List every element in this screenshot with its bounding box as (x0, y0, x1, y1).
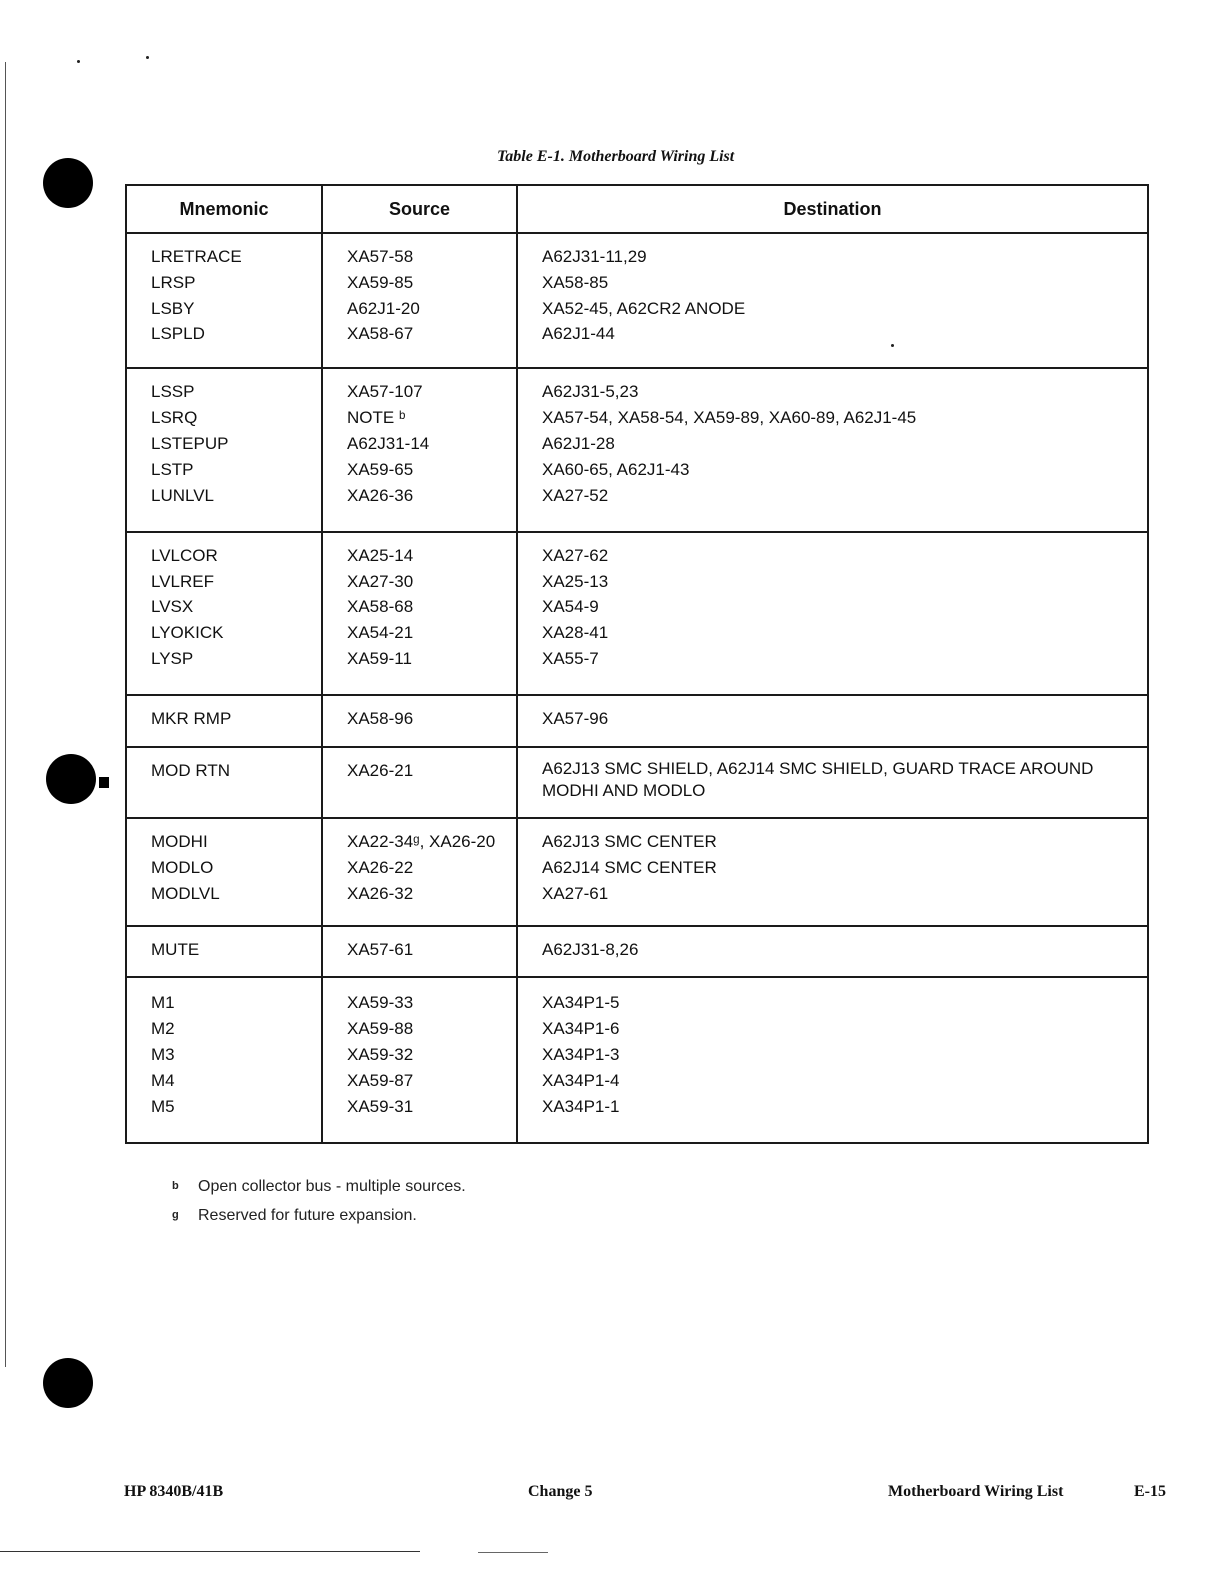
destination: A62J31-5,23 (542, 382, 639, 402)
destination: XA57-96 (542, 709, 609, 729)
source: XA58-67 (347, 324, 414, 344)
bottom-rule (478, 1552, 548, 1553)
source: XA59-85 (347, 272, 414, 292)
mnemonic-cell (126, 747, 322, 818)
binder-hole-top (43, 158, 93, 208)
source: A62J1-20 (347, 298, 420, 318)
destination: XA60-65, A62J1-43 (542, 459, 690, 479)
footnote-item (172, 1172, 466, 1201)
destination-cell (517, 977, 1148, 1143)
destination-cell (517, 532, 1148, 695)
mnemonic: LYOKICK (151, 623, 224, 643)
table-row-group (126, 695, 1148, 747)
destination: A62J1-44 (542, 324, 615, 344)
mnemonic: LSSP (151, 382, 195, 402)
source: XA25-14 (347, 545, 414, 565)
mnemonic-cell (126, 695, 322, 747)
destination: XA34P1-1 (542, 1096, 620, 1116)
change-bar-marker (99, 777, 109, 788)
source: NOTE ᵇ (347, 408, 406, 428)
footnote-item (172, 1201, 466, 1230)
source: XA59-32 (347, 1045, 414, 1065)
table-caption: Table E-1. Motherboard Wiring List (497, 148, 735, 165)
destination-cell (517, 926, 1148, 978)
destination: XA27-52 (542, 485, 609, 505)
source: XA59-65 (347, 459, 414, 479)
mnemonic-cell (126, 926, 322, 978)
destination: A62J13 SMC SHIELD, A62J14 SMC SHIELD, GUARD TRACE AROUND MODHI AND MODLO (542, 758, 1094, 800)
table-row-group (126, 747, 1148, 818)
source: A62J31-14 (347, 434, 430, 454)
mnemonic: MODLO (151, 858, 214, 878)
source-cell (322, 818, 517, 926)
destination-cell (517, 368, 1148, 531)
source: XA27-30 (347, 571, 414, 591)
footnote-text: Open collector bus - multiple sources. (198, 1178, 466, 1195)
table-row-group (126, 926, 1148, 978)
destination: XA25-13 (542, 571, 609, 591)
source-cell (322, 532, 517, 695)
mnemonic: M4 (151, 1070, 175, 1090)
destination: A62J13 SMC CENTER (542, 832, 717, 852)
destination: XA34P1-5 (542, 993, 620, 1013)
source: XA59-87 (347, 1070, 414, 1090)
bottom-rule (0, 1551, 420, 1552)
destination: XA57-54, XA58-54, XA59-89, XA60-89, A62J1-45 (542, 408, 917, 428)
scan-speck (146, 56, 149, 59)
mnemonic-cell (126, 233, 322, 368)
mnemonic: LSBY (151, 298, 195, 318)
source: XA57-61 (347, 939, 414, 959)
footer-model: HP 8340B/41B (124, 1483, 224, 1500)
column-header-destination: Destination (517, 185, 1148, 233)
destination: XA27-61 (542, 883, 609, 903)
source: XA59-31 (347, 1096, 414, 1116)
mnemonic: LSPLD (151, 324, 205, 344)
mnemonic-cell (126, 368, 322, 531)
source: XA54-21 (347, 623, 414, 643)
source-cell (322, 368, 517, 531)
destination-cell (517, 695, 1148, 747)
mnemonic: M2 (151, 1019, 175, 1039)
table-row-group (126, 532, 1148, 695)
source: XA22-34ᵍ, XA26-20 (347, 832, 496, 852)
source: XA57-107 (347, 382, 423, 402)
column-header-mnemonic: Mnemonic (126, 185, 322, 233)
destination: XA27-62 (542, 545, 609, 565)
footnote-mark: g (172, 1209, 179, 1221)
mnemonic: MODHI (151, 832, 208, 852)
footnote-text: Reserved for future expansion. (198, 1207, 417, 1224)
binder-hole-middle (46, 754, 96, 804)
destination: XA34P1-6 (542, 1019, 620, 1039)
column-header-source: Source (322, 185, 517, 233)
source-cell (322, 233, 517, 368)
mnemonic: M1 (151, 993, 175, 1013)
destination: XA55-7 (542, 648, 599, 668)
destination: XA28-41 (542, 623, 609, 643)
mnemonic: LSRQ (151, 408, 198, 428)
mnemonic: M5 (151, 1096, 175, 1116)
source: XA58-68 (347, 597, 414, 617)
mnemonic: LYSP (151, 648, 194, 668)
mnemonic: MKR RMP (151, 709, 232, 729)
source-cell (322, 926, 517, 978)
mnemonic: LVLREF (151, 571, 214, 591)
destination-cell (517, 747, 1148, 818)
mnemonic: MODLVL (151, 883, 220, 903)
mnemonic: LSTP (151, 459, 194, 479)
mnemonic-cell (126, 532, 322, 695)
table-row-group (126, 233, 1148, 368)
footer-change: Change 5 (528, 1483, 593, 1500)
source: XA26-22 (347, 858, 414, 878)
destination: A62J14 SMC CENTER (542, 858, 717, 878)
table-row-group (126, 977, 1148, 1143)
table-row-group (126, 818, 1148, 926)
destination: A62J31-11,29 (542, 247, 647, 266)
destination: A62J31-8,26 (542, 939, 639, 959)
source: XA59-88 (347, 1019, 414, 1039)
scan-speck (77, 60, 80, 63)
mnemonic: M3 (151, 1045, 175, 1065)
footer-page-number: E-15 (1134, 1483, 1166, 1500)
binder-hole-bottom (43, 1358, 93, 1408)
destination: XA34P1-3 (542, 1045, 620, 1065)
table-row-group (126, 368, 1148, 531)
footer-section-title: Motherboard Wiring List (888, 1483, 1064, 1500)
source: XA58-96 (347, 709, 414, 729)
source: XA57-58 (347, 247, 414, 266)
source: XA26-32 (347, 883, 414, 903)
source: XA59-11 (347, 648, 412, 668)
mnemonic: MOD RTN (151, 760, 231, 780)
destination-cell (517, 233, 1148, 368)
mnemonic: LVSX (151, 597, 194, 617)
destination: A62J1-28 (542, 434, 615, 454)
binder-margin-line (5, 62, 6, 1367)
destination: XA52-45, A62CR2 ANODE (542, 298, 746, 318)
footnote-mark: b (172, 1180, 179, 1192)
table-header-row (126, 185, 1148, 233)
mnemonic: LRETRACE (151, 247, 242, 266)
mnemonic: LSTEPUP (151, 434, 229, 454)
mnemonic: LVLCOR (151, 545, 218, 565)
destination: XA54-9 (542, 597, 599, 617)
source-cell (322, 747, 517, 818)
mnemonic: LRSP (151, 272, 196, 292)
source: XA59-33 (347, 993, 414, 1013)
source-cell (322, 695, 517, 747)
destination-cell (517, 818, 1148, 926)
mnemonic-cell (126, 977, 322, 1143)
mnemonic-cell (126, 818, 322, 926)
source: XA26-21 (347, 760, 414, 780)
footnotes (172, 1172, 466, 1230)
source-cell (322, 977, 517, 1143)
mnemonic: MUTE (151, 939, 200, 959)
source: XA26-36 (347, 485, 414, 505)
wiring-table (125, 184, 1149, 1144)
mnemonic: LUNLVL (151, 485, 214, 505)
destination: XA34P1-4 (542, 1070, 620, 1090)
destination: XA58-85 (542, 272, 609, 292)
